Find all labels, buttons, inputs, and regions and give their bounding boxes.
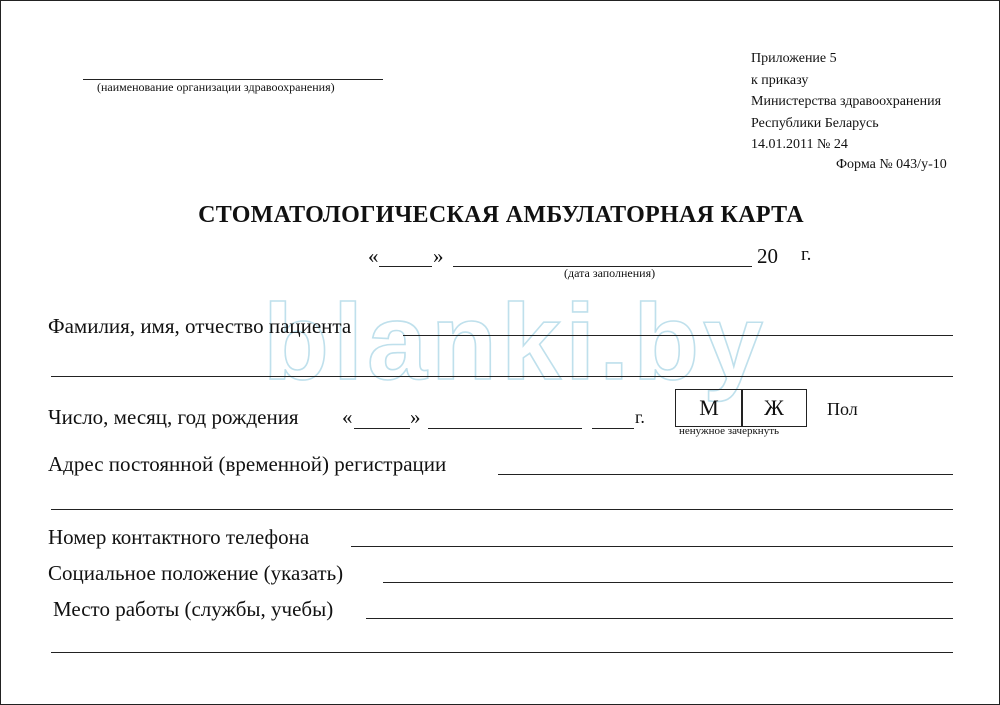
birth-quote-close: » [410,405,421,429]
appendix-line-2: к приказу [751,72,809,88]
sex-note: ненужное зачеркнуть [679,425,780,437]
watermark-logo: blanki.by [263,281,768,402]
birth-day-field[interactable] [354,428,410,429]
appendix-line-5: 14.01.2011 № 24 [751,137,848,152]
appendix-line-3: Министерства здравоохранения [751,94,942,109]
registration-address-field-continued[interactable] [51,509,953,510]
org-name-caption: (наименование организации здравоохранения) [97,80,335,94]
patient-name-label: Фамилия, имя, отчество пациента [48,314,352,338]
birth-year-suffix: г. [635,407,645,427]
workplace-label: Место работы (службы, учебы) [53,597,334,621]
social-status-field[interactable] [383,582,953,583]
document-title: СТОМАТОЛОГИЧЕСКАЯ АМБУЛАТОРНАЯ КАРТА [198,202,804,228]
sex-female-label: Ж [764,395,784,420]
sex-female-option[interactable] [741,389,807,427]
birth-year-field[interactable] [592,428,634,429]
date-caption: (дата заполнения) [564,266,656,280]
social-status-label: Социальное положение (указать) [48,561,344,585]
appendix-line-1: Приложение 5 [751,51,837,66]
registration-address-field[interactable] [498,474,953,475]
date-quote-close: » [433,244,444,268]
sex-label: Пол [827,399,858,419]
birth-quote-open: « [342,405,353,429]
date-year-suffix: г. [801,244,812,265]
sex-male-option[interactable] [675,389,743,427]
workplace-field-continued[interactable] [51,652,953,653]
date-year-prefix: 20 [757,244,778,268]
date-quote-open: « [368,244,379,268]
workplace-field[interactable] [366,618,953,619]
birth-month-field[interactable] [428,428,582,429]
patient-name-field-continued[interactable] [51,376,953,377]
phone-label: Номер контактного телефона [48,525,310,549]
patient-name-field[interactable] [403,335,953,336]
appendix-block [751,48,941,156]
registration-address-label: Адрес постоянной (временной) регистрации [48,452,447,476]
phone-field[interactable] [351,546,953,547]
sex-male-label: М [699,395,719,420]
form-number: Форма № 043/у-10 [836,157,947,172]
date-day-field[interactable] [379,266,432,267]
appendix-line-4: Республики Беларусь [751,115,879,131]
birth-date-label: Число, месяц, год рождения [48,405,299,429]
